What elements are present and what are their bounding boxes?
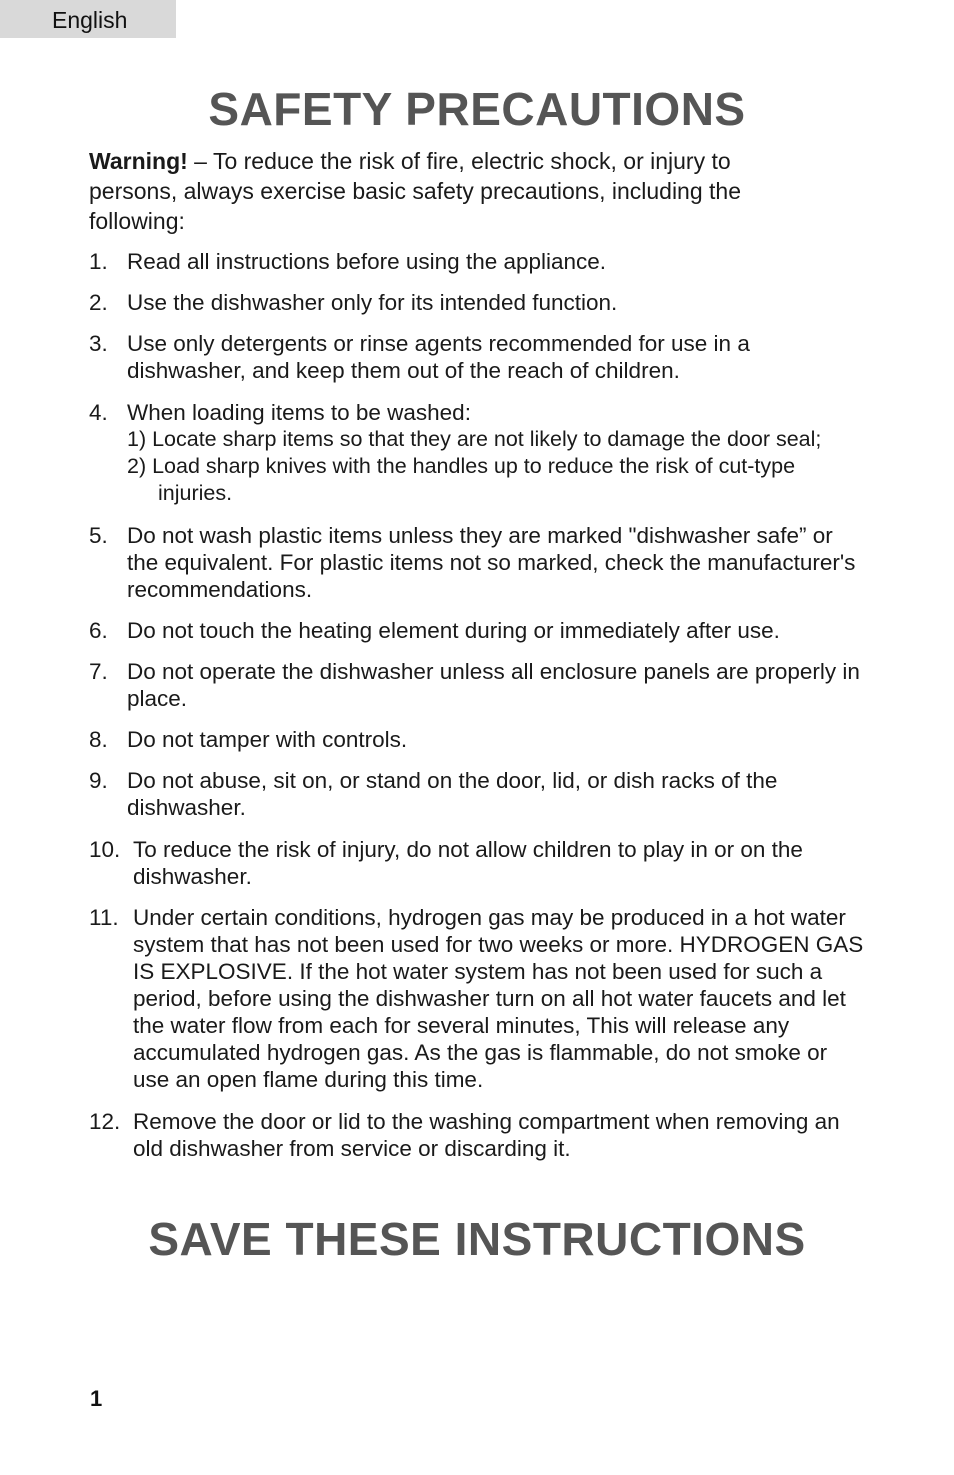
list-item-text: Do not wash plastic items unless they are marked "dishwasher safe” or the equivalent. For plastic items not so marked, check the manufacturer's recommendations. xyxy=(127,523,856,602)
list-item xyxy=(89,289,869,316)
list-item-text: Do not touch the heating element during or immediately after use. xyxy=(127,618,780,643)
list-item-number: 1. xyxy=(89,249,108,274)
list-item xyxy=(89,658,869,712)
sub-item xyxy=(127,453,839,507)
warning-paragraph xyxy=(89,146,809,236)
language-tab: English xyxy=(0,0,176,38)
list-item-text: When loading items to be washed: xyxy=(127,400,471,425)
list-item-number: 11. xyxy=(89,905,119,930)
list-item-text: Do not tamper with controls. xyxy=(127,727,408,752)
list-item xyxy=(89,330,789,384)
list-item xyxy=(89,767,829,821)
footer-title: SAVE THESE INSTRUCTIONS xyxy=(148,1213,806,1265)
list-item-number: 12. xyxy=(89,1109,121,1134)
page-number: 1 xyxy=(90,1386,103,1411)
list-item-number: 10. xyxy=(89,837,121,862)
list-item-number: 3. xyxy=(89,331,108,356)
list-item xyxy=(89,399,869,507)
list-item xyxy=(89,836,869,890)
list-item xyxy=(89,726,869,753)
list-item-number: 6. xyxy=(89,618,108,643)
list-item-number: 8. xyxy=(89,727,108,752)
list-item-number: 2. xyxy=(89,290,108,315)
list-item-number: 5. xyxy=(89,523,108,548)
warning-label: Warning! xyxy=(89,148,188,174)
list-item xyxy=(89,904,869,1093)
sub-item-text: 2) Load sharp knives with the handles up to reduce the risk of cut-type injuries. xyxy=(127,454,796,505)
list-item-number: 7. xyxy=(89,659,108,684)
list-item-text: Remove the door or lid to the washing compartment when removing an old dishwasher from service or discarding it. xyxy=(133,1109,840,1161)
page-title: SAFETY PRECAUTIONS xyxy=(208,83,746,135)
sub-item xyxy=(127,426,869,453)
list-item xyxy=(89,1108,849,1162)
warning-text: – To reduce the risk of fire, electric shock, or injury to persons, always exercise basic safety precautions, including the following: xyxy=(89,148,742,234)
list-item-text: Read all instructions before using the appliance. xyxy=(127,249,607,274)
sub-item-text: 1) Locate sharp items so that they are not likely to damage the door seal; xyxy=(127,427,822,451)
list-item-text: To reduce the risk of injury, do not allow children to play in or on the dishwasher. xyxy=(133,837,803,889)
list-item-text: Under certain conditions, hydrogen gas may be produced in a hot water system that has not been used for two weeks or more. HYDROGEN GAS IS EXPLOSIVE. If the hot water system has not been used for such a period, before using the dishwasher turn on all hot water faucets and let the water flow from each for several minutes, This will release any accumulated hydrogen gas. As the gas is flammable, do not smoke or use an open flame during this time. xyxy=(133,905,864,1092)
list-item xyxy=(89,522,869,603)
list-item xyxy=(89,617,869,644)
list-item-number: 9. xyxy=(89,768,108,793)
list-item-number: 4. xyxy=(89,400,108,425)
list-item-text: Use the dishwasher only for its intended function. xyxy=(127,290,618,315)
list-item-text: Use only detergents or rinse agents recommended for use in a dishwasher, and keep them out of the reach of children. xyxy=(127,331,750,383)
list-item xyxy=(89,248,869,275)
list-item-text: Do not operate the dishwasher unless all enclosure panels are properly in place. xyxy=(127,659,860,711)
list-item-text: Do not abuse, sit on, or stand on the door, lid, or dish racks of the dishwasher. xyxy=(127,768,778,820)
